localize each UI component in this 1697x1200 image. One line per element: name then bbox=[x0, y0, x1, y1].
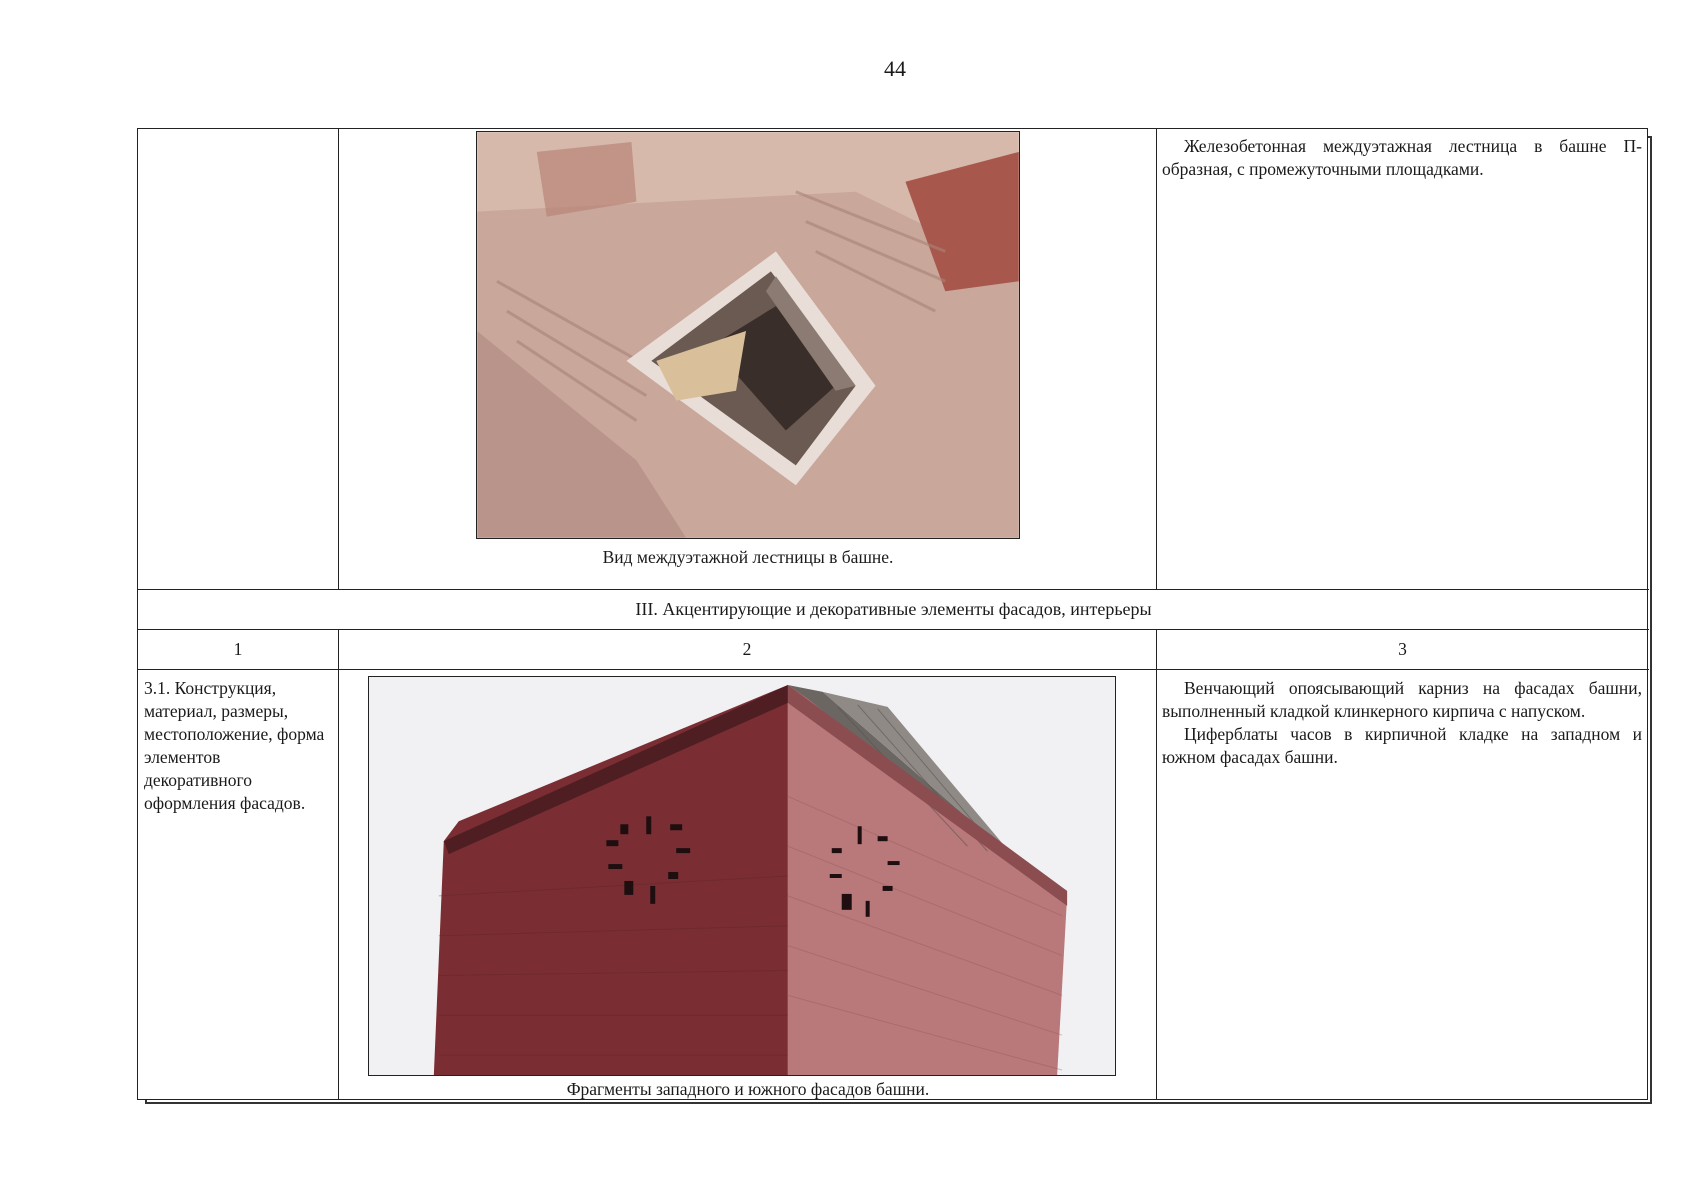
section-title bbox=[138, 599, 1649, 620]
facade-description bbox=[1162, 677, 1642, 769]
page-number: 44 bbox=[884, 56, 906, 81]
staircase-description-text: Железобетонная междуэтажная лестница в башне П-образная, с промежуточными площадками. bbox=[1162, 136, 1642, 179]
row-divider bbox=[138, 669, 1649, 670]
facade-description-p1: Венчающий опоясывающий карниз на фасадах башни, выполненный кладкой клинкерного кирпича с напуском. bbox=[1162, 678, 1642, 721]
facade-caption: Фрагменты западного и южного фасадов башни. bbox=[566, 1079, 930, 1099]
row-divider bbox=[138, 629, 1649, 630]
facade-description-p2: Циферблаты часов в кирпичной кладке на западном и южном фасадах башни. bbox=[1162, 724, 1642, 767]
column-number-1: 1 bbox=[233, 639, 243, 659]
staircase-caption: Вид междуэтажной лестницы в башне. bbox=[602, 547, 894, 567]
column-divider bbox=[338, 629, 339, 1099]
column-divider bbox=[1156, 129, 1157, 589]
document-table bbox=[137, 128, 1648, 1100]
column-divider bbox=[338, 129, 339, 589]
facade-row-label: 3.1. Конструкция, материал, размеры, местоположение, форма элементов декоративного оформления фасадов. bbox=[144, 678, 325, 813]
column-number-3: 3 bbox=[1398, 639, 1407, 659]
column-divider bbox=[1156, 629, 1157, 1099]
facade-photo bbox=[368, 676, 1116, 1076]
section-title-text: III. Акцентирующие и декоративные элементы фасадов, интерьеры bbox=[635, 599, 1152, 619]
staircase-description bbox=[1162, 135, 1642, 181]
staircase-photo bbox=[476, 131, 1020, 539]
column-number-2: 2 bbox=[742, 639, 752, 659]
row-divider bbox=[138, 589, 1649, 590]
